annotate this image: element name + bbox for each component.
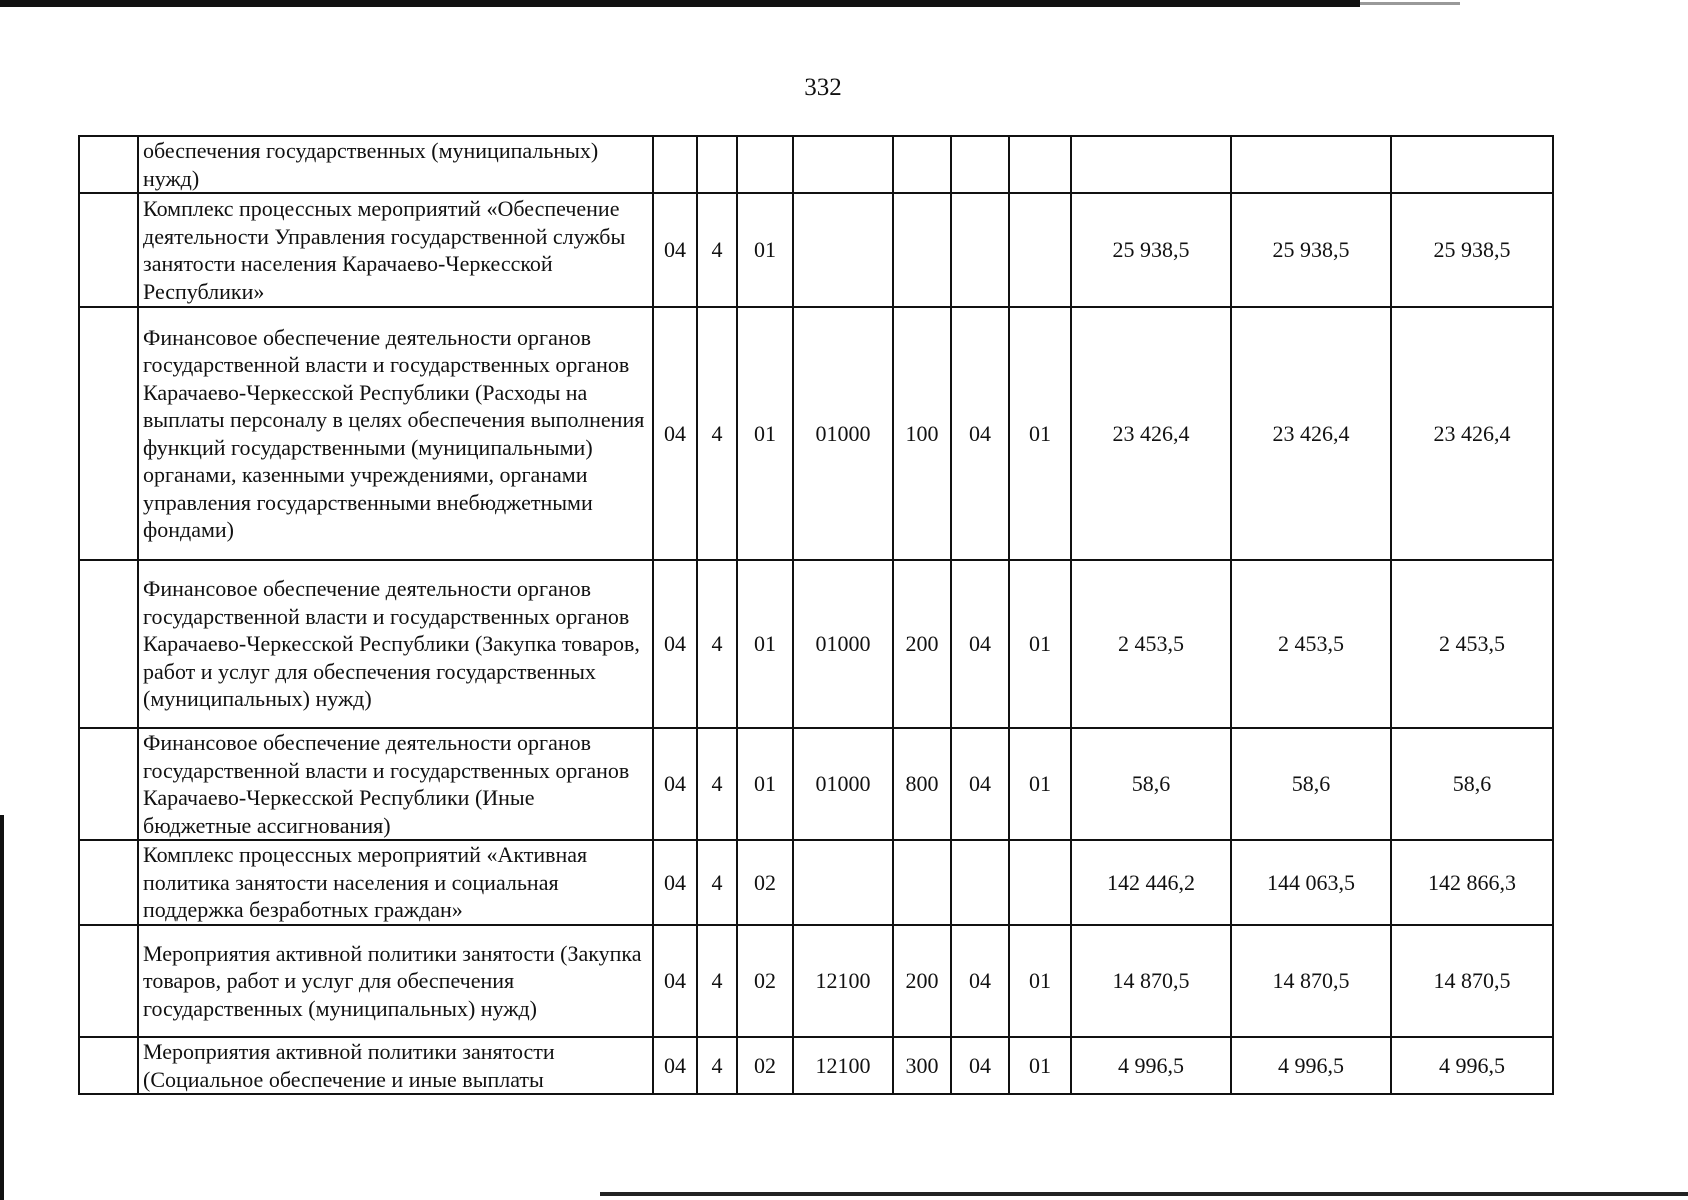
row-number-cell — [79, 560, 138, 728]
code-direction-cell — [793, 193, 893, 307]
code-complex-cell: 01 — [737, 728, 793, 840]
code-section-cell: 04 — [951, 560, 1009, 728]
code-direction-cell: 01000 — [793, 307, 893, 560]
amount-year1-cell: 23 426,4 — [1071, 307, 1231, 560]
row-number-cell — [79, 193, 138, 307]
code-subsection-cell — [1009, 840, 1071, 925]
code-direction-cell: 12100 — [793, 1037, 893, 1094]
code-expense-type-cell — [893, 193, 951, 307]
code-complex-cell: 01 — [737, 307, 793, 560]
expense-name-cell: Финансовое обеспечение деятельности органов государственной власти и государственных органов Карачаево-Черкесской Республики (Закупка товаров, работ и услуг для обеспечения государственных (муниципальных) нужд) — [138, 560, 653, 728]
code-ministry-cell: 04 — [653, 840, 697, 925]
table-row — [79, 193, 1553, 307]
row-number-cell — [79, 840, 138, 925]
scan-edge-top-fade — [1360, 2, 1460, 5]
amount-year3-cell: 4 996,5 — [1391, 1037, 1553, 1094]
amount-year3-cell: 23 426,4 — [1391, 307, 1553, 560]
amount-year3-cell: 58,6 — [1391, 728, 1553, 840]
row-number-cell — [79, 307, 138, 560]
code-complex-cell: 02 — [737, 1037, 793, 1094]
code-expense-type-cell: 200 — [893, 560, 951, 728]
code-section-cell — [951, 193, 1009, 307]
code-subsection-cell: 01 — [1009, 560, 1071, 728]
code-complex-cell — [737, 136, 793, 193]
budget-table — [78, 135, 1554, 1095]
code-program-cell — [697, 136, 737, 193]
code-program-cell: 4 — [697, 307, 737, 560]
row-number-cell — [79, 1037, 138, 1094]
code-subsection-cell — [1009, 193, 1071, 307]
code-direction-cell: 12100 — [793, 925, 893, 1037]
code-expense-type-cell — [893, 136, 951, 193]
amount-year3-cell: 14 870,5 — [1391, 925, 1553, 1037]
code-subsection-cell — [1009, 136, 1071, 193]
amount-year2-cell: 14 870,5 — [1231, 925, 1391, 1037]
amount-year3-cell: 142 866,3 — [1391, 840, 1553, 925]
code-subsection-cell: 01 — [1009, 728, 1071, 840]
amount-year1-cell — [1071, 136, 1231, 193]
expense-name-cell: Финансовое обеспечение деятельности органов государственной власти и государственных органов Карачаево-Черкесской Республики (Иные бюджетные ассигнования) — [138, 728, 653, 840]
row-number-cell — [79, 136, 138, 193]
code-ministry-cell: 04 — [653, 1037, 697, 1094]
code-expense-type-cell — [893, 840, 951, 925]
code-expense-type-cell: 300 — [893, 1037, 951, 1094]
amount-year2-cell: 23 426,4 — [1231, 307, 1391, 560]
amount-year1-cell: 4 996,5 — [1071, 1037, 1231, 1094]
scan-edge-left — [0, 815, 4, 1200]
code-expense-type-cell: 800 — [893, 728, 951, 840]
table-row — [79, 1037, 1553, 1094]
code-direction-cell — [793, 840, 893, 925]
code-section-cell — [951, 840, 1009, 925]
amount-year1-cell: 142 446,2 — [1071, 840, 1231, 925]
code-section-cell — [951, 136, 1009, 193]
row-number-cell — [79, 925, 138, 1037]
code-expense-type-cell: 100 — [893, 307, 951, 560]
code-subsection-cell: 01 — [1009, 1037, 1071, 1094]
row-number-cell — [79, 728, 138, 840]
table-row — [79, 136, 1553, 193]
amount-year2-cell — [1231, 136, 1391, 193]
code-expense-type-cell: 200 — [893, 925, 951, 1037]
code-program-cell: 4 — [697, 925, 737, 1037]
code-program-cell: 4 — [697, 193, 737, 307]
amount-year1-cell: 58,6 — [1071, 728, 1231, 840]
code-section-cell: 04 — [951, 925, 1009, 1037]
code-program-cell: 4 — [697, 1037, 737, 1094]
code-subsection-cell: 01 — [1009, 307, 1071, 560]
table-row — [79, 307, 1553, 560]
code-ministry-cell: 04 — [653, 560, 697, 728]
expense-name-cell: Мероприятия активной политики занятости (Закупка товаров, работ и услуг для обеспечения государственных (муниципальных) нужд) — [138, 925, 653, 1037]
amount-year1-cell: 2 453,5 — [1071, 560, 1231, 728]
expense-name-cell: Мероприятия активной политики занятости (Социальное обеспечение и иные выплаты — [138, 1037, 653, 1094]
code-direction-cell: 01000 — [793, 560, 893, 728]
scan-edge-bottom — [600, 1192, 1688, 1196]
amount-year3-cell: 25 938,5 — [1391, 193, 1553, 307]
code-complex-cell: 01 — [737, 193, 793, 307]
code-ministry-cell: 04 — [653, 925, 697, 1037]
amount-year2-cell: 4 996,5 — [1231, 1037, 1391, 1094]
code-program-cell: 4 — [697, 840, 737, 925]
amount-year3-cell — [1391, 136, 1553, 193]
code-complex-cell: 02 — [737, 840, 793, 925]
table-row — [79, 925, 1553, 1037]
amount-year2-cell: 144 063,5 — [1231, 840, 1391, 925]
expense-name-cell: Комплекс процессных мероприятий «Активная политика занятости населения и социальная поддержка безработных граждан» — [138, 840, 653, 925]
amount-year2-cell: 58,6 — [1231, 728, 1391, 840]
code-direction-cell: 01000 — [793, 728, 893, 840]
expense-name-cell: Финансовое обеспечение деятельности органов государственной власти и государственных органов Карачаево-Черкесской Республики (Расходы на выплаты персоналу в целях обеспечения выполнения функций государственными (муниципальными) органами, казенными учреждениями, органами управления государственными внебюджетными фондами) — [138, 307, 653, 560]
page-number: 332 — [804, 74, 842, 101]
code-section-cell: 04 — [951, 307, 1009, 560]
code-complex-cell: 01 — [737, 560, 793, 728]
amount-year1-cell: 25 938,5 — [1071, 193, 1231, 307]
table-row — [79, 728, 1553, 840]
expense-name-cell: Комплекс процессных мероприятий «Обеспечение деятельности Управления государственной службы занятости населения Карачаево-Черкесской Республики» — [138, 193, 653, 307]
code-section-cell: 04 — [951, 728, 1009, 840]
code-ministry-cell: 04 — [653, 193, 697, 307]
code-ministry-cell: 04 — [653, 307, 697, 560]
code-section-cell: 04 — [951, 1037, 1009, 1094]
expense-name-cell: обеспечения государственных (муниципальных) нужд) — [138, 136, 653, 193]
code-subsection-cell: 01 — [1009, 925, 1071, 1037]
amount-year2-cell: 25 938,5 — [1231, 193, 1391, 307]
amount-year2-cell: 2 453,5 — [1231, 560, 1391, 728]
code-ministry-cell: 04 — [653, 728, 697, 840]
code-program-cell: 4 — [697, 560, 737, 728]
table-row — [79, 560, 1553, 728]
code-ministry-cell — [653, 136, 697, 193]
scan-edge-top — [0, 0, 1360, 7]
amount-year1-cell: 14 870,5 — [1071, 925, 1231, 1037]
table-row — [79, 840, 1553, 925]
amount-year3-cell: 2 453,5 — [1391, 560, 1553, 728]
code-complex-cell: 02 — [737, 925, 793, 1037]
code-direction-cell — [793, 136, 893, 193]
code-program-cell: 4 — [697, 728, 737, 840]
